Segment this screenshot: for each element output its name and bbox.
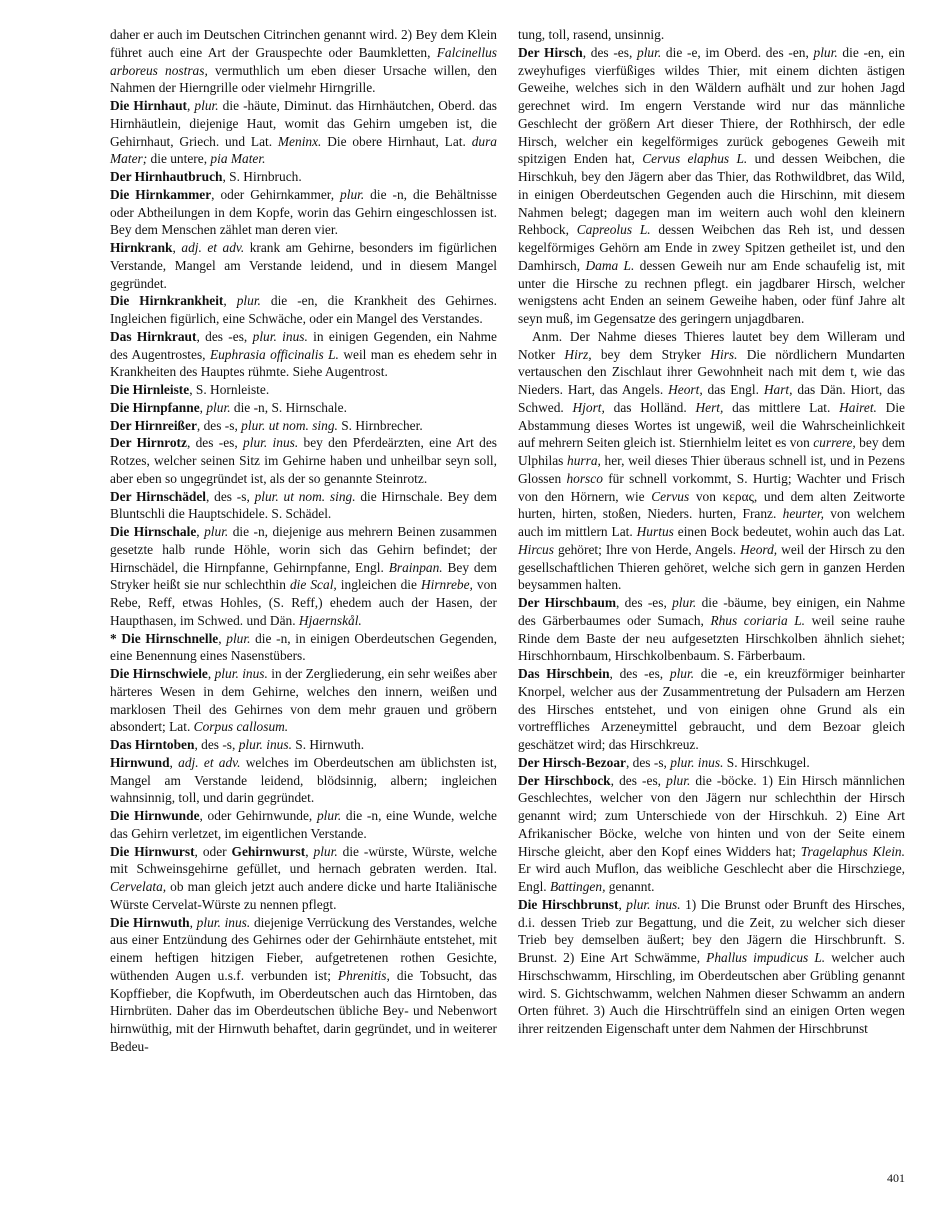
italic-term: plur. inus. xyxy=(252,328,308,344)
italic-term: plur. xyxy=(340,186,365,202)
dictionary-entry xyxy=(110,434,497,487)
dictionary-entry xyxy=(110,914,497,1056)
headword: Die Hirnleiste xyxy=(110,382,190,397)
entry-text: , xyxy=(618,896,627,912)
headword: Hirnkrank xyxy=(110,240,173,255)
entry-text: S. Hirnbrecher. xyxy=(337,417,423,433)
entry-text: vermuthlich um eben dieser Ursache willen, den Nahmen der Hierngrille oder vielmehr Hirngrille. xyxy=(110,62,497,96)
italic-term: Brainpan. xyxy=(388,559,443,575)
italic-term: Hurtus xyxy=(636,524,674,539)
dictionary-entry xyxy=(110,417,497,435)
entry-text: die -würste, Würste, welche mit Schweinsgehirne gefüllet, und hernach gebraten werden. Ital. xyxy=(110,843,497,877)
entry-text: dessen Geweih nur am Ende schaufelig ist, mit unter die Hirsche zu rechnen pflegt. ein jagdbarer Hirsch, welcher wenigstens acht Enden an seinem Geweihe haben, oder fünf Jahre alt seyn muß, im Gegensatze des geringern unjagdbaren. xyxy=(518,257,906,326)
entry-text: , des -es, xyxy=(609,666,670,681)
entry-text: das Engl. xyxy=(702,382,764,397)
headword: Die Hirnpfanne xyxy=(110,399,200,415)
headword: Der Hirsch xyxy=(518,44,583,60)
entry-text: von κερας, und dem alten Zeitworte hurten, hirten, stoßen, Nieders. hurten, Franz. xyxy=(518,488,905,522)
italic-term: plur. ut nom. sing. xyxy=(241,417,338,433)
entry-text: tung, toll, rasend, unsinnig. xyxy=(518,27,665,42)
entry-text: S. Hirnwuth. xyxy=(291,737,365,752)
entry-text: genannt. xyxy=(605,879,655,894)
headword: Die Hirnkrankheit xyxy=(110,293,224,309)
entry-text: , xyxy=(172,240,182,255)
entry-text: die -n, eine Wunde, welche das Gehirn verletzet, im eigentlichen Verstande. xyxy=(110,808,497,841)
headword: Die Hirschbrunst xyxy=(518,896,619,912)
entry-text: bey dem Ulphilas xyxy=(518,435,905,468)
dictionary-entry xyxy=(110,754,497,807)
dictionary-entry xyxy=(110,807,497,843)
headword: * Die Hirnschnelle xyxy=(110,630,219,646)
entry-text: Er wird auch Muflon, das weibliche Geschlecht aber die Hirschziege, Engl. xyxy=(518,861,905,894)
entry-text: , xyxy=(199,399,207,415)
entry-text: in einigen Gegenden, ein Nahme des Augentrostes, xyxy=(110,328,498,362)
headword: Die Hirnhaut xyxy=(110,98,187,113)
dictionary-entry xyxy=(110,168,497,186)
italic-term: plur. xyxy=(666,772,691,788)
italic-term: plur. xyxy=(316,808,342,823)
headword: Das Hirnkraut xyxy=(110,328,197,344)
dictionary-entry xyxy=(110,843,497,914)
entry-text: , oder Gehirnkammer, xyxy=(211,186,341,202)
entry-paragraph xyxy=(518,328,905,594)
italic-term: Falcinellus arboreus nostras, xyxy=(110,44,497,78)
italic-term: Hirs. xyxy=(710,346,738,362)
italic-term: Cervus elaphus L. xyxy=(642,151,748,167)
headword: Die Hirnschale xyxy=(110,524,197,539)
italic-term: Hircus xyxy=(518,541,554,557)
italic-term: Euphrasia officinalis L. xyxy=(209,346,339,362)
italic-term: Heort, xyxy=(668,382,703,397)
dictionary-entry xyxy=(110,97,497,168)
entry-text: , oder xyxy=(194,843,232,859)
italic-term: Hairet. xyxy=(839,399,877,415)
italic-term: Hirnrebe, xyxy=(420,577,473,593)
italic-term: Tragelaphus Klein. xyxy=(800,843,905,859)
italic-term: Hert, xyxy=(695,399,724,415)
italic-term: plur. ut nom. sing. xyxy=(254,488,356,504)
page-number: 401 xyxy=(887,1171,905,1185)
entry-text: , S. Hirnbruch. xyxy=(222,169,302,184)
entry-text: die -häute, Diminut. das Hirnhäutchen, Oberd. das Hirnhäutlein, diejenige Haut, womit das Gehirn umgeben ist, die Gehirnhaut, Griech. und Lat. xyxy=(110,98,497,149)
italic-term: adj. et adv. xyxy=(181,240,245,255)
entry-text: welcher auch Hirschschwamm, Hirschling, im Oberdeutschen aber Grübling genannt wird. S. Gichtschwamm, welchen Nahmen dieser Schwamm an andern Orten führet. 3) Auch die Hirschtrüffeln sind an einigen Orten wegen ihrer reitzenden Eigenschaft unter dem Nahmen der Hirschbrunst xyxy=(518,950,905,1036)
entry-text: die -n, S. Hirnschale. xyxy=(230,399,347,415)
left-column xyxy=(110,26,497,1056)
entry-text: die -en, ein zweyhufiges vierfüßiges wildes Thier, mit einem dichten ästigen Geweihe, welches sich in den Wäldern aufhält und zur hohen Jagd gerechnet wird. Im engern Verstande wird nur das männliche Geschlecht der größern Art dieser Thiere, der Rothhirsch, der edle Hirsch, welcher ein kegelförmiges zurück gebogenes Geweih mit spitzigen Enden hat, xyxy=(518,44,905,167)
entry-text: 1) Die Brunst oder Brunft des Hirsches, d.i. dessen Trieb zur Begattung, und die Zeit, zu welcher sich dieser Trieb bey demselben äußert; bey den Jägern die Hirschbrunft. S. Brunst. 2) Eine Art Schwämme, xyxy=(518,896,905,965)
entry-text: bey dem Stryker xyxy=(591,346,711,362)
entry-text: Bey dem Stryker heißt sie nur schlechthin xyxy=(110,559,497,593)
headword: Der Hirnhautbruch xyxy=(110,169,223,184)
italic-term: currere, xyxy=(813,435,856,451)
entry-text: die -n, in einigen Oberdeutschen Gegenden, eine Benennung eines Nasenstübers. xyxy=(110,630,498,664)
entry-text: welches im Oberdeutschen am üblichsten ist, Mangel am Verstande leidend, blödsinnig, albern; ingleichen wahnsinnig, toll, und darin gegründet. xyxy=(110,754,497,806)
entry-text: , des -es, xyxy=(610,772,667,788)
entry-text: gehöret; Ihre von Herde, Angels. xyxy=(553,541,741,557)
dictionary-entry xyxy=(110,630,497,666)
entry-text: , xyxy=(169,754,179,770)
dictionary-entry xyxy=(110,736,497,754)
entry-text: die -bäume, bey einigen, ein Nahme des Gärberbaumes oder Sumach, xyxy=(518,595,906,628)
italic-term: dura Mater; xyxy=(110,133,497,167)
entry-text: die -e, im Oberd. des -en, xyxy=(661,44,814,60)
italic-term: plur. xyxy=(206,399,231,415)
entry-text: die -en, die Krankheit des Gehirnes. Ingleichen figürlich, eine Schwäche, oder ein Mangel des Verstandes. xyxy=(110,293,497,326)
italic-term: Phallus impudicus L. xyxy=(706,950,826,965)
italic-term: Heord, xyxy=(740,541,778,557)
italic-term: hurra, xyxy=(567,453,601,468)
entry-text: S. Hirschkugel. xyxy=(723,754,810,770)
entry-text: , xyxy=(189,914,197,930)
dictionary-entry xyxy=(518,44,905,328)
dictionary-entry xyxy=(518,896,905,1038)
entry-text: das mittlere Lat. xyxy=(723,399,840,415)
italic-term: plur. xyxy=(813,44,838,60)
entry-text: die untere, xyxy=(147,151,211,167)
entry-text: weil der Hirsch zu den gesellschaftlichen Thieren gehöret, welche sich gern in ganzen Herden beysammen halten. xyxy=(518,541,905,593)
headword: Der Hirschbaum xyxy=(518,595,617,610)
right-column xyxy=(518,26,905,1038)
italic-term: Phrenitis, xyxy=(337,967,390,983)
entry-text: Die nördlichern Mundarten vertauschen den Zischlaut ihrer Gewohnheit nach mit dem t, wie das Nieders. Hart, das Angels. xyxy=(518,346,905,397)
entry-text: , xyxy=(218,630,227,646)
entry-text: das Dän. Hiort, das Schwed. xyxy=(518,382,905,415)
headword: Die Hirnwurst xyxy=(110,843,195,859)
italic-term: Cervus xyxy=(651,488,690,504)
dictionary-entry xyxy=(110,488,497,524)
dictionary-entry xyxy=(518,772,905,896)
headword: Hirnwund xyxy=(110,754,170,770)
dictionary-entry xyxy=(518,754,905,772)
entry-text: , oder Gehirnwunde, xyxy=(199,808,317,823)
headword: Das Hirntoben xyxy=(110,737,195,752)
entry-text: her, weil dieses Thier überaus schnell ist, und in Pezens Glossen xyxy=(518,453,905,486)
entry-text: die Tobsucht, das Kopffieber, die Kopfwuth, im Oberdeutschen auch das Hirntoben, das Hirnbrüten. Daher das im Oberdeutschen übliche Bey- und Nebenwort hirnwüthig, mit der Hirnwuth behaftet, darin gegründet, und in weiterer Bedeu- xyxy=(110,967,497,1054)
italic-term: plur. xyxy=(313,843,338,859)
entry-text: , des -s, xyxy=(625,754,671,770)
entry-text: , xyxy=(186,98,195,113)
dictionary-entry xyxy=(518,594,905,665)
italic-term: plur. inus. xyxy=(238,737,292,752)
entry-text: , xyxy=(223,293,237,309)
italic-term: plur. xyxy=(204,524,229,539)
entry-text: , des -es, xyxy=(616,595,673,610)
headword: Der Hirnschädel xyxy=(110,488,207,504)
dictionary-entry xyxy=(110,292,497,328)
italic-term: heurter, xyxy=(782,506,824,522)
headword: Gehirnwurst xyxy=(231,843,306,859)
italic-term: plur. xyxy=(669,666,695,681)
italic-term: Dama L. xyxy=(585,257,635,273)
headword: Der Hirschbock xyxy=(518,772,611,788)
italic-term: die Scal, xyxy=(289,577,337,593)
entry-text: krank am Gehirne, besonders im figürlichen Verstande, Mangel am Verstande leidend, und in diesem Mangel gegründet. xyxy=(110,240,497,291)
entry-text: von Rebe, Reff, etwas Hohles, (S. Reff,) ehedem auch der Hasen, der Haupthasen, im Schwed. und Dän. xyxy=(110,577,497,628)
italic-term: Battingen, xyxy=(550,879,606,894)
entry-text: und dessen Weibchen, die Hirschkuh, bey den Jägern aber das Thier, das Rothwildbret, das Wild, in einigen Oberdeutschen Gegenden auch die Hirschinn, mit diesem Nahmen belegt; dagegen man im weitern auch wohl den kleinern Rehbock, xyxy=(518,151,905,238)
entry-text: , xyxy=(305,843,314,859)
entry-text: , des -s, xyxy=(206,488,255,504)
entry-text: ingleichen die xyxy=(336,577,421,593)
headword: Die Hirnkammer xyxy=(110,186,212,202)
italic-term: pia Mater. xyxy=(210,151,266,167)
italic-term: plur. inus. xyxy=(670,754,724,770)
dictionary-entry xyxy=(110,186,497,239)
entry-text: die -böcke. 1) Ein Hirsch männlichen Geschlechtes, welcher von den Jägern nur schlechthin der Hirsch genannt wird; zum Unterschiede von der Hirschkuh. 2) Eine Art Afrikanischer Böcke, welche von hinten und von der Seite einem Hirsche gleicht, aber den Kopf eines Widders hat; xyxy=(518,772,905,859)
headword: Der Hirnrotz xyxy=(110,435,187,451)
entry-text: , S. Hornleiste. xyxy=(189,382,270,397)
entry-text: diejenige Verrückung des Verstandes, welche aus einer Entzündung des Gehirnes oder der Gehirnhäute entstehet, mit einem heftigen hitzigen Fieber, aufgetretenen rothen Gesichte, wüthenden Augen u.s.f. verbunden ist; xyxy=(110,914,498,983)
italic-term: plur. xyxy=(194,98,219,113)
italic-term: Hjaernskål. xyxy=(298,612,362,628)
entry-text: ob man gleich jetzt auch andere dicke und harte Italiänische Würste Cervelat-Würste zu nennen pflegt. xyxy=(110,879,497,912)
entry-text: in der Zergliederung, ein sehr weißes aber härteres Wesen in dem Gehirne, welches den innern, weißen und marklosen Theil des Gehirnes von dem mehr grauen und gröbern absondert; Lat. xyxy=(110,666,498,735)
entry-text: , des -es, xyxy=(186,435,244,451)
entry-paragraph xyxy=(110,26,497,97)
italic-term: Hjort, xyxy=(572,399,605,415)
italic-term: Corpus callosum. xyxy=(193,719,289,735)
italic-term: Rhus coriaria L. xyxy=(710,612,806,628)
headword: Der Hirsch-Bezoar xyxy=(518,754,626,770)
entry-paragraph xyxy=(518,26,905,44)
italic-term: horsco xyxy=(566,470,603,486)
entry-text: , xyxy=(207,666,215,681)
headword: Das Hirschbein xyxy=(518,666,610,681)
italic-term: Cervelata, xyxy=(110,879,167,894)
italic-term: adj. et adv. xyxy=(178,754,241,770)
entry-text: bey den Pferdeärzten, eine Art des Rotzes, welcher seinen Sitz im Gehirne haben und unheilbar seyn soll, aber eben so ungegründet ist, als der so genannte Steinrotz. xyxy=(110,435,497,486)
headword: Die Hirnschwiele xyxy=(110,666,208,681)
entry-text: die -n, die Behältnisse oder Abtheilungen in dem Kopfe, worin das Gehirn eingeschlossen ist. Bey dem Menschen zählet man deren vier. xyxy=(110,186,497,238)
italic-term: plur. xyxy=(226,630,251,646)
italic-term: plur. inus. xyxy=(214,666,268,681)
entry-text: , des -s, xyxy=(194,737,239,752)
dictionary-entry xyxy=(110,523,497,630)
dictionary-entry xyxy=(110,665,497,736)
italic-term: plur. xyxy=(672,595,697,610)
entry-text: die -e, ein kreuzförmiger beinharter Knorpel, welcher aus der Zusammentretung der Pulsadern am Herzen des Hirsches entstehet, und von einigen ohne Grund als ein vortreffliches Arzeneymittel gebraucht, und dem Bezoar gleich geschätzet wird; das Hirschkreuz. xyxy=(518,666,905,752)
italic-term: plur. inus. xyxy=(243,435,299,451)
dictionary-entry xyxy=(110,399,497,417)
entry-text: Die obere Hirnhaut, Lat. xyxy=(321,133,472,149)
headword: Die Hirnwunde xyxy=(110,808,200,823)
entry-text: die -n, diejenige aus mehrern Beinen zusammen gesetzte halb runde Höhle, worin sich das Gehirn befindet; der Hirnschädel, die Hirnpfanne, Gehirnpfanne, Engl. xyxy=(110,524,497,575)
entry-text: , des -es, xyxy=(196,328,253,344)
italic-term: plur. inus. xyxy=(626,896,681,912)
italic-term: Capreolus L. xyxy=(576,222,651,238)
entry-text: die Hirnschale. Bey dem Bluntschli die Hauptschidele. S. Schädel. xyxy=(110,488,497,522)
italic-term: Hirz, xyxy=(564,346,592,362)
italic-term: Meninx. xyxy=(277,133,322,149)
entry-text: dessen Weibchen das Reh ist, und dessen kegelförmiges Gehörn am Ende in zwey Spitzen getheilet ist, und den Damhirsch, xyxy=(518,222,905,273)
entry-text: Die Abstammung dieses Wortes ist ungewiß, weil die Wahrscheinlichkeit auf mehrern Seiten gleich ist. Stiernhielm leitet es von xyxy=(518,399,905,451)
entry-text: , xyxy=(196,524,205,539)
italic-term: plur. xyxy=(637,44,662,60)
entry-text: für schnell vorkommt, S. Hurtig; Wachter und Frisch von den Hörnern, wie xyxy=(518,470,906,504)
headword: Der Hirnreißer xyxy=(110,417,197,433)
italic-term: plur. inus. xyxy=(196,914,251,930)
headword: Die Hirnwuth xyxy=(110,914,190,930)
dictionary-entry xyxy=(110,239,497,292)
dictionary-entry xyxy=(518,665,905,754)
entry-text: das Holländ. xyxy=(604,399,696,415)
entry-text: Anm. Der Nahme dieses Thieres lautet bey dem Willeram und Notker xyxy=(518,328,905,362)
entry-text: einen Bock bedeutet, wohin auch das Lat. xyxy=(673,524,905,539)
entry-text: , des -es, xyxy=(582,44,638,60)
dictionary-entry xyxy=(110,328,497,381)
entry-text: , des -s, xyxy=(196,417,242,433)
entry-text: daher er auch im Deutschen Citrinchen genannt wird. 2) Bey dem Klein führet auch eine Art der Grauspechte oder Baumkletten, xyxy=(110,27,497,60)
entry-text: weil seine rauhe Rinde dem Baste der neu aufgesetzten Hirschkolben ähnlich siehet; Hirschhornbaum, Hirschkolbenbaum. S. Färberbaum. xyxy=(518,612,905,664)
entry-text: weil man es ehedem sehr in Krankheiten des Hauptes rühmte. Siehe Augentrost. xyxy=(110,346,497,380)
dictionary-entry xyxy=(110,381,497,399)
italic-term: Hart, xyxy=(763,382,793,397)
italic-term: plur. xyxy=(236,293,261,309)
entry-text: von welchem auch im mittlern Lat. xyxy=(518,506,905,539)
